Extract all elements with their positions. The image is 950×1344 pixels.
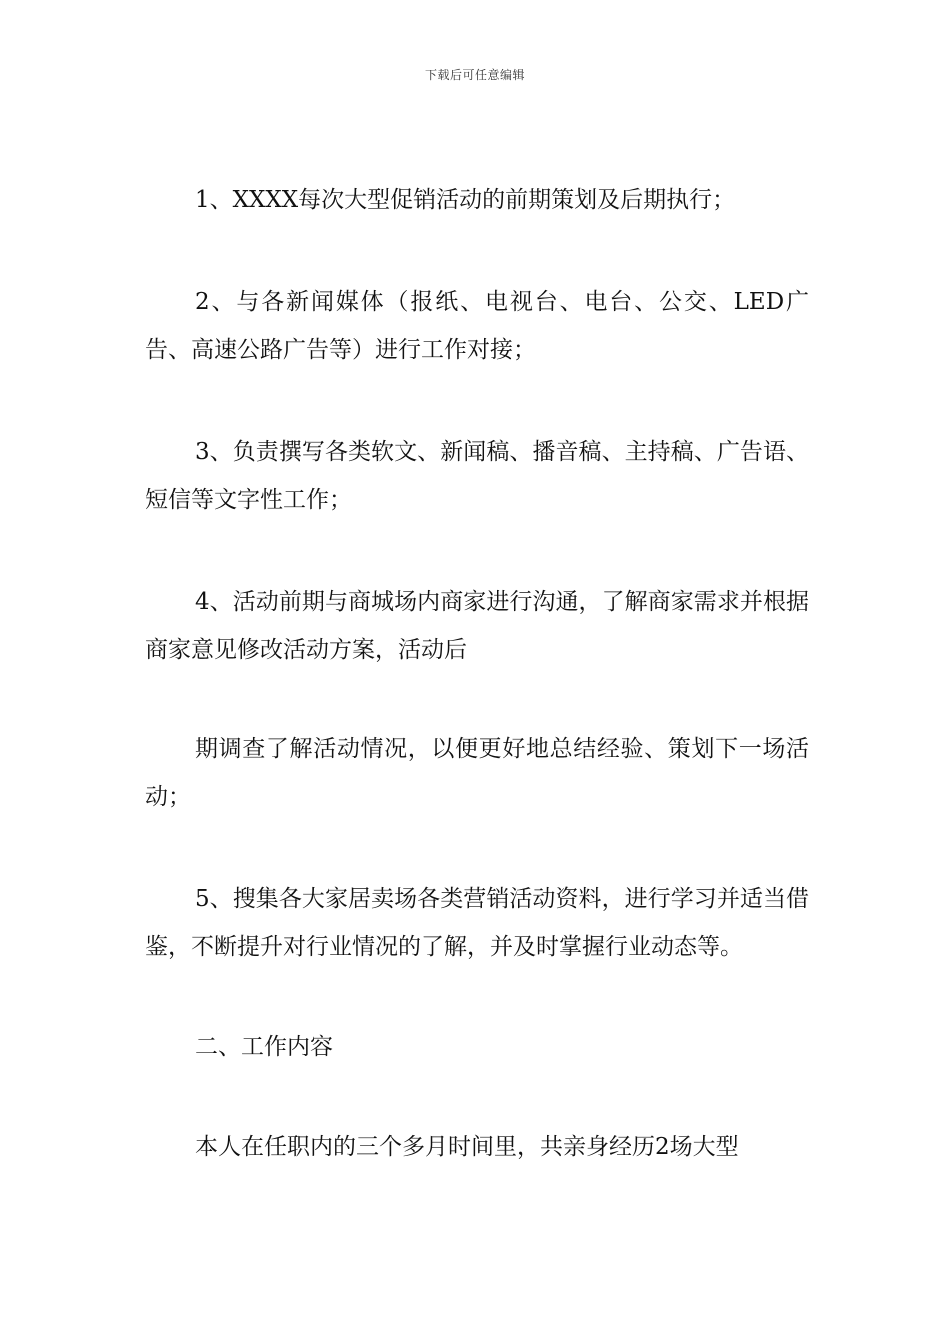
section-heading: 二、工作内容 xyxy=(195,1034,333,1060)
paragraph-4: 4、活动前期与商城场内商家进行沟通，了解商家需求并根据商家意见修改活动方案，活动后 xyxy=(145,589,809,663)
paragraph-6: 5、搜集各大家居卖场各类营销活动资料，进行学习并适当借鉴，不断提升对行业情况的了解，并及时掌握行业动态等。 xyxy=(145,886,809,960)
paragraph-3: 3、负责撰写各类软文、新闻稿、播音稿、主持稿、广告语、短信等文字性工作； xyxy=(145,439,809,513)
page-header: 下载后可任意编辑 xyxy=(424,68,525,82)
paragraph-5: 期调查了解活动情况，以便更好地总结经验、策划下一场活动； xyxy=(145,736,809,810)
paragraph-7: 本人在任职内的三个多月时间里，共亲身经历2场大型 xyxy=(195,1134,739,1160)
paragraph-2: 2、与各新闻媒体（报纸、电视台、电台、公交、LED广告、高速公路广告等）进行工作对接； xyxy=(145,289,809,363)
document-body xyxy=(145,176,809,1171)
paragraph-1: 1、XXXX每次大型促销活动的前期策划及后期执行； xyxy=(195,187,736,213)
